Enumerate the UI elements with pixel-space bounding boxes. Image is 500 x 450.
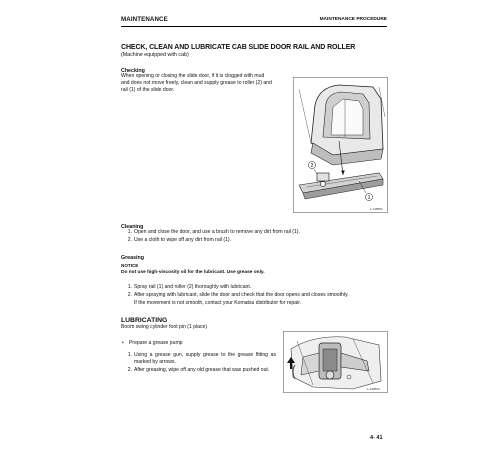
cleaning-step-2-number: 2. (127, 237, 132, 243)
bullet-dot: • (122, 340, 124, 346)
lubricating-step-1-number: 1. (127, 352, 132, 358)
figure2-code: 1-148553 (367, 387, 380, 391)
page-number: 4- 41 (370, 435, 383, 441)
boom-swing-cylinder-illustration (283, 331, 388, 393)
notice-label: NOTICE (121, 263, 139, 268)
checking-heading: Checking (121, 68, 145, 74)
checking-text (121, 73, 291, 95)
lubricating-subtitle: Boom swing cylinder foot pin (1 place) (121, 324, 208, 330)
lubricating-step-2: After greasing, wipe off any old grease that was pushed out. (134, 367, 270, 373)
greasing-step-2-number: 2. (127, 292, 132, 298)
callout-roller: 2 (310, 163, 314, 169)
prepare-grease-pump: Prepare a grease pump (129, 340, 183, 346)
callout-rail: 1 (367, 195, 371, 201)
section-subtitle: (Machine equipped with cab) (121, 52, 189, 58)
section-title: CHECK, CLEAN AND LUBRICATE CAB SLIDE DOOR RAIL AND ROLLER (121, 44, 356, 51)
page-header (121, 16, 387, 27)
notice-text: Do not use high-viscosity oil for the lubricant. Use grease only. (121, 270, 265, 275)
figure1-code: 1-148551 (370, 207, 383, 211)
cleaning-heading: Cleaning (121, 224, 144, 230)
lubricating-step-1-line-1: Using a grease gun, supply grease to the grease fitting as (134, 352, 276, 358)
cleaning-step-1-number: 1. (127, 229, 132, 235)
slide-door-figure (293, 77, 388, 213)
checking-line-2: and does not move freely, clean and supply grease to roller (2) and (121, 80, 272, 87)
header-chapter-label: MAINTENANCE PROCEDURE (319, 17, 387, 22)
checking-line-3: rail (1) of the slide door. (121, 87, 175, 94)
greasing-heading: Greasing (121, 255, 144, 261)
boom-swing-cylinder-figure (283, 331, 388, 393)
lubricating-title: LUBRICATING (121, 317, 168, 324)
cleaning-step-2: Use a cloth to wipe off any dirt from rail (1). (134, 237, 232, 243)
greasing-step-1: Spray rail (1) and roller (2) thoroughly with lubricant. (134, 284, 252, 290)
slide-door-illustration (293, 77, 388, 213)
lubricating-step-1-line-2: marked by arrows. (134, 359, 176, 365)
greasing-step-2-continued: If the movement is not smooth, contact your Komatsu distributor for repair. (134, 300, 302, 306)
checking-line-1: When opening or closing the slide door, if it is clogged with mud (121, 73, 265, 79)
lubricating-step-2-number: 2. (127, 367, 132, 373)
cleaning-step-1: Open and close the door, and use a brush to remove any dirt from rail (1). (134, 229, 300, 235)
header-section-label: MAINTENANCE (121, 16, 168, 23)
greasing-step-1-number: 1. (127, 284, 132, 290)
greasing-step-2: After spraying with lubricant, slide the door and check that the door opens and closes smoothly. (134, 292, 349, 298)
